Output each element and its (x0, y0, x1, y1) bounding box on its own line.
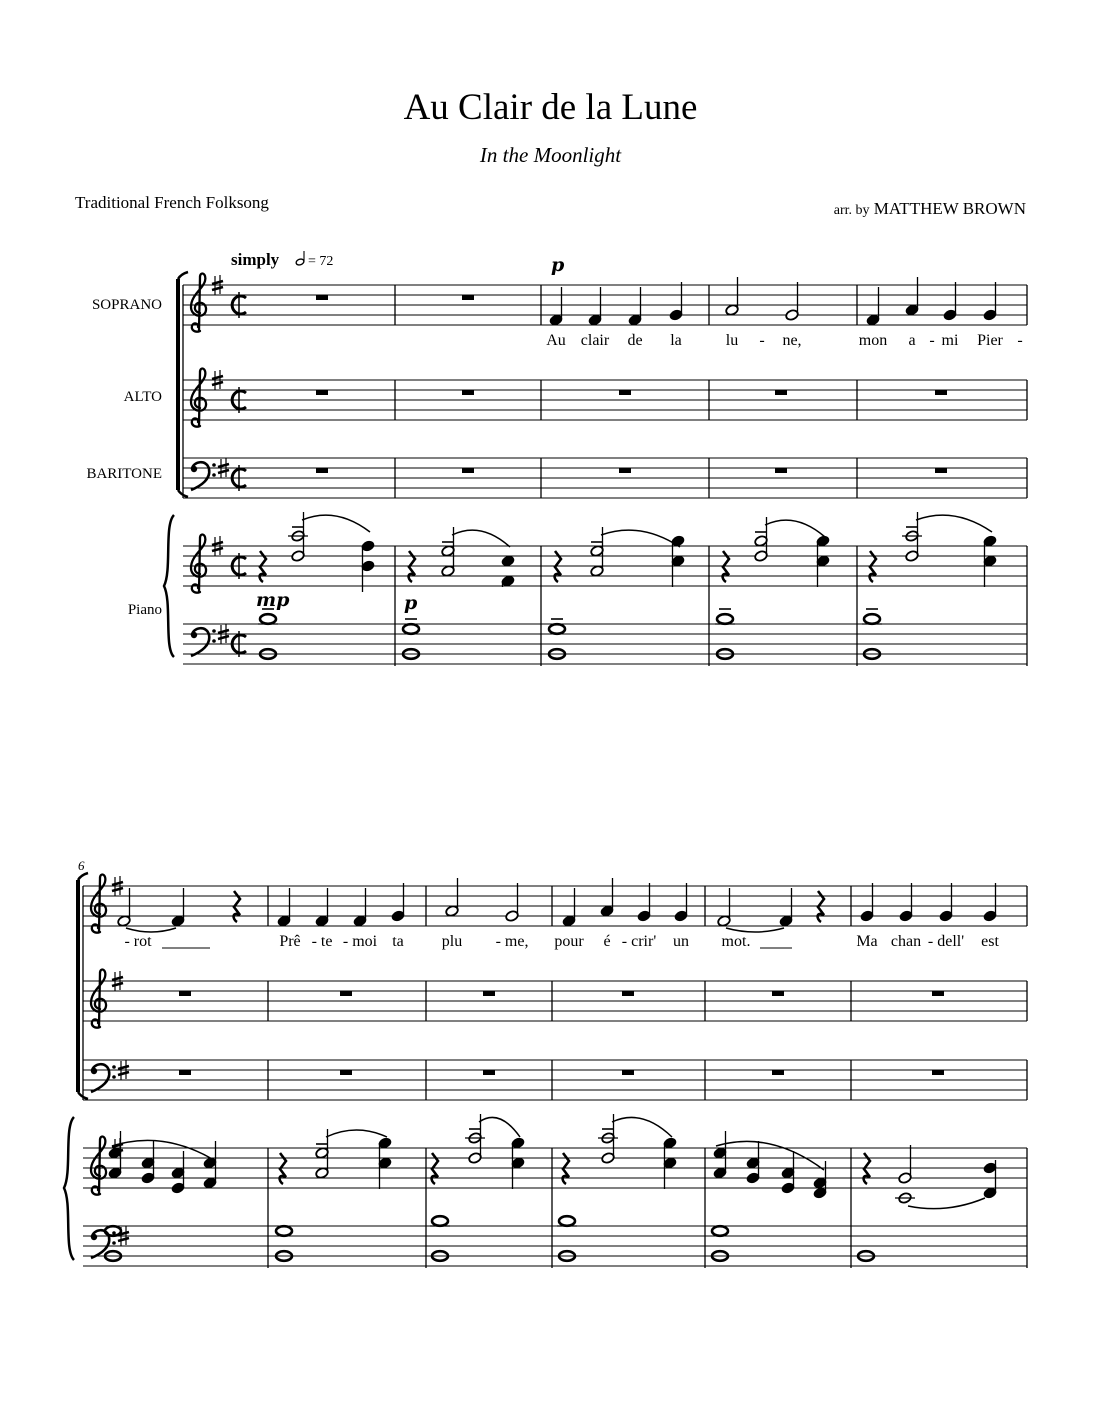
lyric-syllable: - dell' (927, 933, 965, 950)
quarter-note (277, 888, 291, 927)
half-note (785, 282, 799, 321)
whole-rest-icon (179, 1070, 191, 1075)
quarter-note (353, 888, 367, 927)
soprano-staff (183, 274, 1027, 332)
slur (326, 1130, 387, 1137)
quarter-note (779, 888, 793, 927)
whole-rest-icon (316, 390, 328, 395)
whole-rest-icon (483, 1070, 495, 1075)
quarter-note (391, 883, 405, 922)
quarter-note (315, 888, 329, 927)
treble-clef-icon (191, 274, 206, 332)
lyric-syllable: mon (858, 332, 888, 349)
quarter-note (866, 287, 880, 326)
slur (112, 1140, 214, 1160)
treble-clef-icon (191, 535, 206, 593)
quarter-note (899, 883, 913, 922)
whole-note (549, 624, 565, 634)
bass-clef-icon (91, 1064, 116, 1092)
quarter-note (905, 277, 919, 316)
slur (479, 1117, 520, 1137)
lyric-syllable: - (759, 332, 765, 349)
slur (452, 530, 510, 547)
part-name-piano: Piano (127, 602, 162, 618)
quarter-note (860, 883, 874, 922)
lyric-syllable: - crir' (621, 933, 657, 950)
slur (612, 1117, 672, 1137)
quarter-note (600, 878, 614, 917)
arranger-prefix: arr. by (833, 203, 870, 218)
lyric-syllable: - te (311, 933, 333, 950)
whole-rest-icon (932, 991, 944, 996)
tempo-value: = 72 (308, 254, 334, 269)
slur (302, 515, 370, 532)
part-name-alto: ALTO (123, 389, 162, 405)
bass-clef-icon (191, 628, 216, 656)
slur (716, 1141, 824, 1170)
quarter-note (628, 287, 642, 326)
half-note (898, 1145, 912, 1184)
whole-note (717, 614, 733, 624)
lyric-syllable: ta (392, 933, 404, 950)
lyric-syllable: - (1017, 332, 1023, 349)
lyric-syllable: un (673, 933, 689, 950)
alto-staff (83, 970, 1027, 1028)
lyric-syllable: a (908, 332, 916, 349)
composer-credit: Traditional French Folksong (75, 193, 269, 212)
quarter-note (549, 287, 563, 326)
piano-left-hand-staff (183, 624, 1027, 664)
piano-brace (164, 515, 174, 657)
measure-number: 6 (78, 858, 85, 873)
treble-clef-icon (91, 875, 106, 933)
lyric-syllable: la (670, 332, 682, 349)
lyric-syllable: plu (441, 933, 463, 950)
quarter-note (669, 282, 683, 321)
quarter-note (562, 888, 576, 927)
lyric-syllable: mi (941, 332, 959, 349)
whole-rest-icon (622, 991, 634, 996)
half-note (505, 883, 519, 922)
whole-note (403, 624, 419, 634)
part-name-soprano: SOPRANO (91, 297, 162, 313)
half-note (445, 878, 459, 917)
quarter-note (939, 883, 953, 922)
piano-right-hand-staff (83, 1137, 1027, 1195)
lyric-syllable: Pier (977, 332, 1003, 349)
lyric-syllable: Prê (279, 933, 301, 950)
lyric-syllable: est (981, 933, 999, 950)
piano-brace (64, 1117, 74, 1260)
lyric-syllable: ne, (782, 332, 802, 349)
whole-rest-icon (775, 390, 787, 395)
whole-rest-icon (462, 390, 474, 395)
slur (765, 520, 825, 537)
dynamic-piano-p: p (404, 592, 418, 614)
half-note-icon (295, 258, 304, 266)
whole-rest-icon (775, 468, 787, 473)
lyric-syllable: Ma (856, 933, 878, 950)
whole-note (432, 1216, 448, 1226)
lyric-syllable: - me, (495, 933, 529, 950)
lyric-syllable: - rot (124, 933, 152, 950)
whole-note (276, 1226, 292, 1236)
slur (601, 530, 680, 547)
quarter-note (983, 282, 997, 321)
baritone-staff (83, 1060, 1027, 1100)
quarter-note (637, 883, 651, 922)
whole-rest-icon (772, 1070, 784, 1075)
bass-clef-icon (191, 462, 216, 490)
quarter-note (983, 883, 997, 922)
whole-note (260, 614, 276, 624)
dynamic-soprano-p: p (551, 254, 565, 276)
arranger-name: MATTHEW BROWN (873, 199, 1026, 218)
lyric-syllable: Au (546, 332, 566, 349)
lyric-syllable: pour (554, 933, 584, 950)
slur (126, 928, 176, 932)
whole-rest-icon (622, 1070, 634, 1075)
slur (916, 515, 992, 532)
whole-rest-icon (935, 468, 947, 473)
quarter-note (588, 287, 602, 326)
half-note (117, 888, 131, 927)
notehead (501, 555, 515, 567)
score-subtitle: In the Moonlight (479, 143, 622, 167)
whole-rest-icon (619, 390, 631, 395)
soprano-staff (83, 875, 1027, 933)
lyric-syllable: chan (890, 933, 922, 950)
quarter-note (171, 888, 185, 927)
bass-clef-icon (91, 1230, 116, 1258)
lyric-syllable: - (929, 332, 935, 349)
slur (726, 928, 784, 932)
whole-rest-icon (483, 991, 495, 996)
lyric-syllable: clair (580, 332, 610, 349)
alto-staff (183, 369, 1027, 427)
whole-rest-icon (462, 295, 474, 300)
half-note (725, 277, 739, 316)
treble-clef-icon (91, 1137, 106, 1195)
quarter-note (501, 555, 515, 567)
lyric-syllable: mot. (721, 933, 751, 950)
whole-note (559, 1216, 575, 1226)
system-2 (64, 858, 1027, 1268)
part-name-baritone: BARITONE (86, 466, 162, 482)
tempo-word: simply (231, 250, 280, 269)
lyric-syllable: é (603, 933, 611, 950)
dynamic-piano-mp: mp (256, 589, 290, 611)
whole-note (712, 1226, 728, 1236)
half-note (717, 888, 731, 927)
whole-rest-icon (316, 295, 328, 300)
piano-right-hand-staff (183, 535, 1027, 593)
whole-note (864, 614, 880, 624)
whole-rest-icon (619, 468, 631, 473)
baritone-staff (183, 458, 1027, 498)
whole-rest-icon (340, 1070, 352, 1075)
whole-rest-icon (462, 468, 474, 473)
treble-clef-icon (91, 970, 106, 1028)
whole-rest-icon (772, 991, 784, 996)
whole-rest-icon (932, 1070, 944, 1075)
quarter-note (943, 282, 957, 321)
lyric-syllable: - moi (342, 933, 378, 950)
piano-left-hand-staff (83, 1226, 1027, 1266)
score-title: Au Clair de la Lune (403, 87, 698, 128)
whole-rest-icon (340, 991, 352, 996)
lyric-syllable: de (627, 332, 643, 349)
whole-rest-icon (316, 468, 328, 473)
system-1 (86, 250, 1027, 666)
slur (908, 1198, 985, 1209)
treble-clef-icon (191, 369, 206, 427)
quarter-note (674, 883, 688, 922)
whole-rest-icon (935, 390, 947, 395)
whole-rest-icon (179, 991, 191, 996)
lyric-syllable: lu (725, 332, 739, 349)
